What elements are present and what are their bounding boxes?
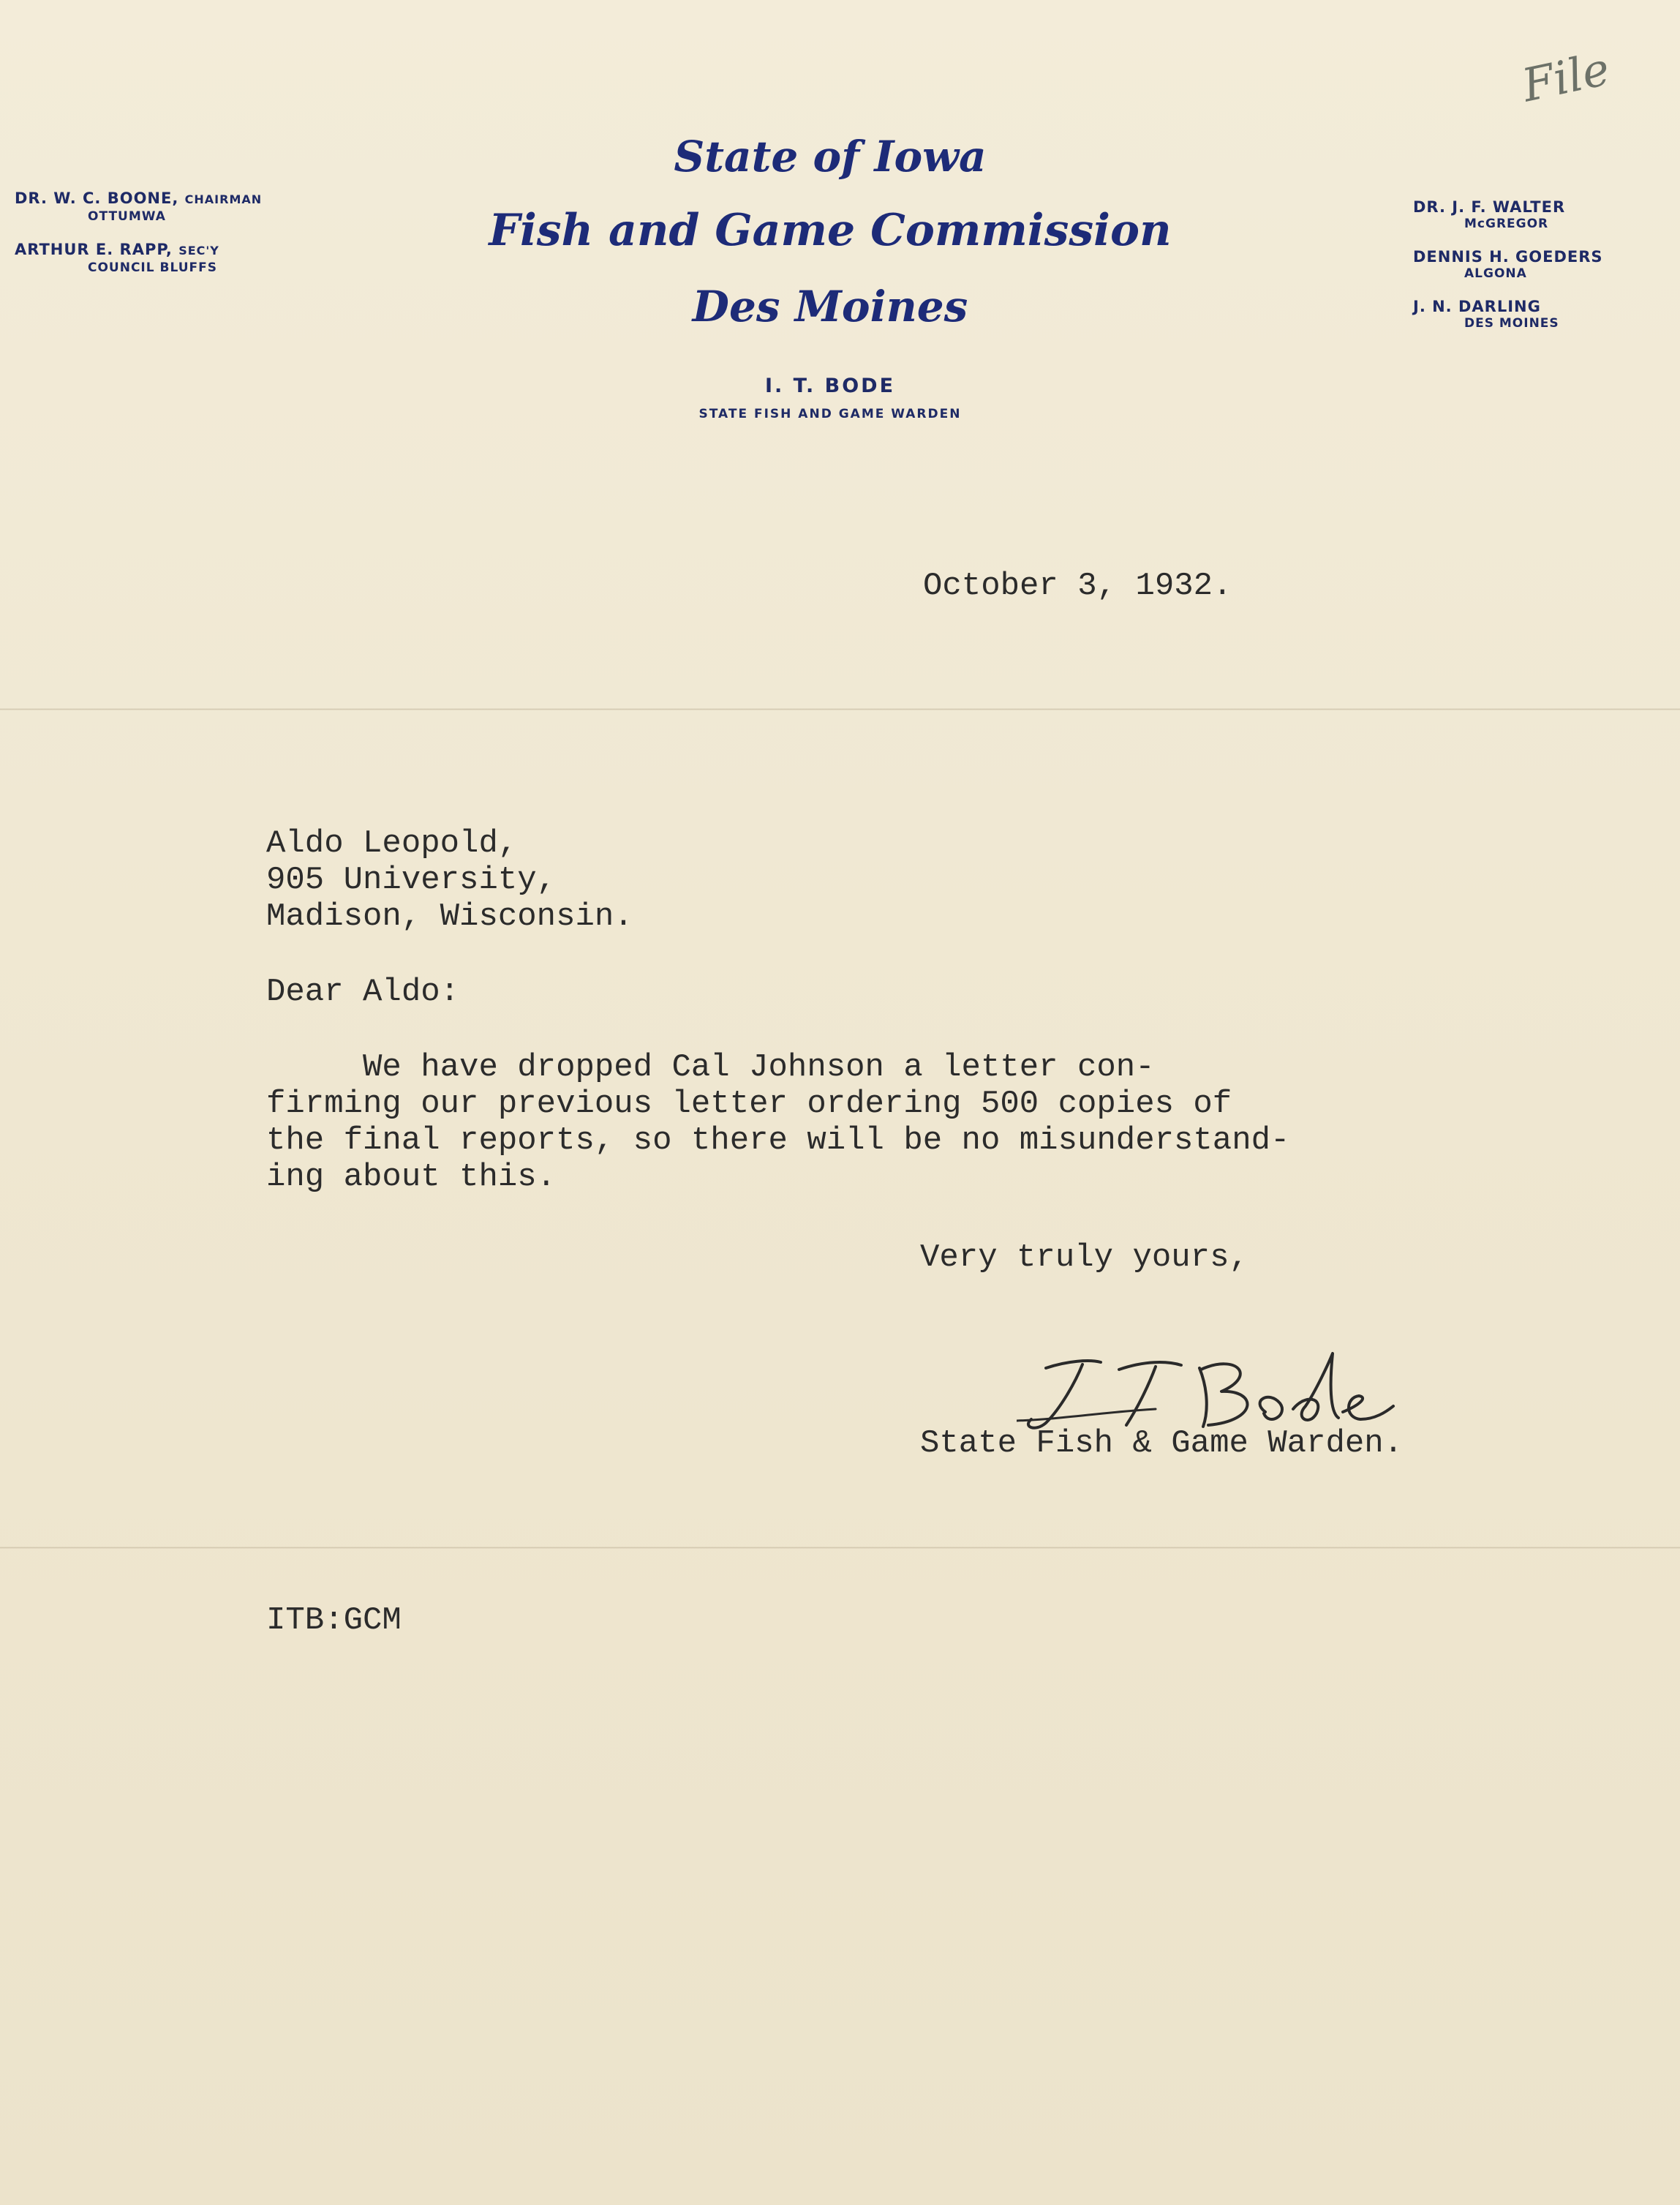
- member-entry: [1413, 297, 1662, 331]
- member-name: DR. W. C. BOONE,: [15, 189, 179, 207]
- letterhead-warden-name: I. T. BODE: [764, 375, 896, 397]
- member-city: OTTUMWA: [88, 209, 166, 224]
- member-name: DENNIS H. GOEDERS: [1413, 248, 1603, 266]
- member-entry: [15, 189, 366, 224]
- member-name: DR. J. F. WALTER: [1413, 198, 1566, 216]
- body-line: ing about this.: [266, 1159, 557, 1195]
- letterhead-left-members: [15, 189, 366, 291]
- body-line: We have dropped Cal Johnson a letter con-: [266, 1049, 1155, 1086]
- body-line: the final reports, so there will be no misunderstand-: [266, 1122, 1290, 1159]
- member-entry: [1413, 247, 1662, 281]
- member-city: ALGONA: [1464, 266, 1527, 281]
- letterhead-state-title: State of Iowa: [674, 132, 987, 181]
- recipient-address: [266, 825, 633, 935]
- address-line: 905 University,: [266, 862, 557, 898]
- letterhead-right-members: [1413, 198, 1662, 347]
- letterhead-commission-title: Fish and Game Commission: [489, 205, 1172, 256]
- member-role: SEC'Y: [178, 244, 219, 258]
- paper-fold-line: [0, 708, 1680, 710]
- member-name: ARTHUR E. RAPP,: [15, 241, 173, 258]
- letterhead-warden-title: STATE FISH AND GAME WARDEN: [698, 407, 962, 421]
- salutation: Dear Aldo:: [266, 974, 460, 1010]
- paper-fold-line: [0, 1547, 1680, 1549]
- signer-title: State Fish & Game Warden.: [920, 1425, 1404, 1462]
- complimentary-closing: Very truly yours,: [920, 1239, 1248, 1276]
- body-line: firming our previous letter ordering 500 copies of: [266, 1086, 1232, 1122]
- address-line: Madison, Wisconsin.: [266, 898, 633, 935]
- reference-initials: ITB:GCM: [266, 1602, 402, 1639]
- address-line: Aldo Leopold,: [266, 825, 518, 862]
- member-entry: [1413, 198, 1662, 231]
- letterhead-city-title: Des Moines: [692, 282, 968, 331]
- member-role: CHAIRMAN: [184, 192, 263, 206]
- member-name: J. N. DARLING: [1413, 298, 1541, 315]
- member-city: COUNCIL BLUFFS: [88, 260, 217, 275]
- member-entry: [15, 240, 366, 275]
- member-city: DES MOINES: [1464, 316, 1559, 331]
- letter-date: October 3, 1932.: [923, 568, 1232, 604]
- letter-body: [266, 1049, 1289, 1195]
- handwritten-file-note: File: [1518, 42, 1614, 113]
- member-city: McGREGOR: [1464, 217, 1549, 231]
